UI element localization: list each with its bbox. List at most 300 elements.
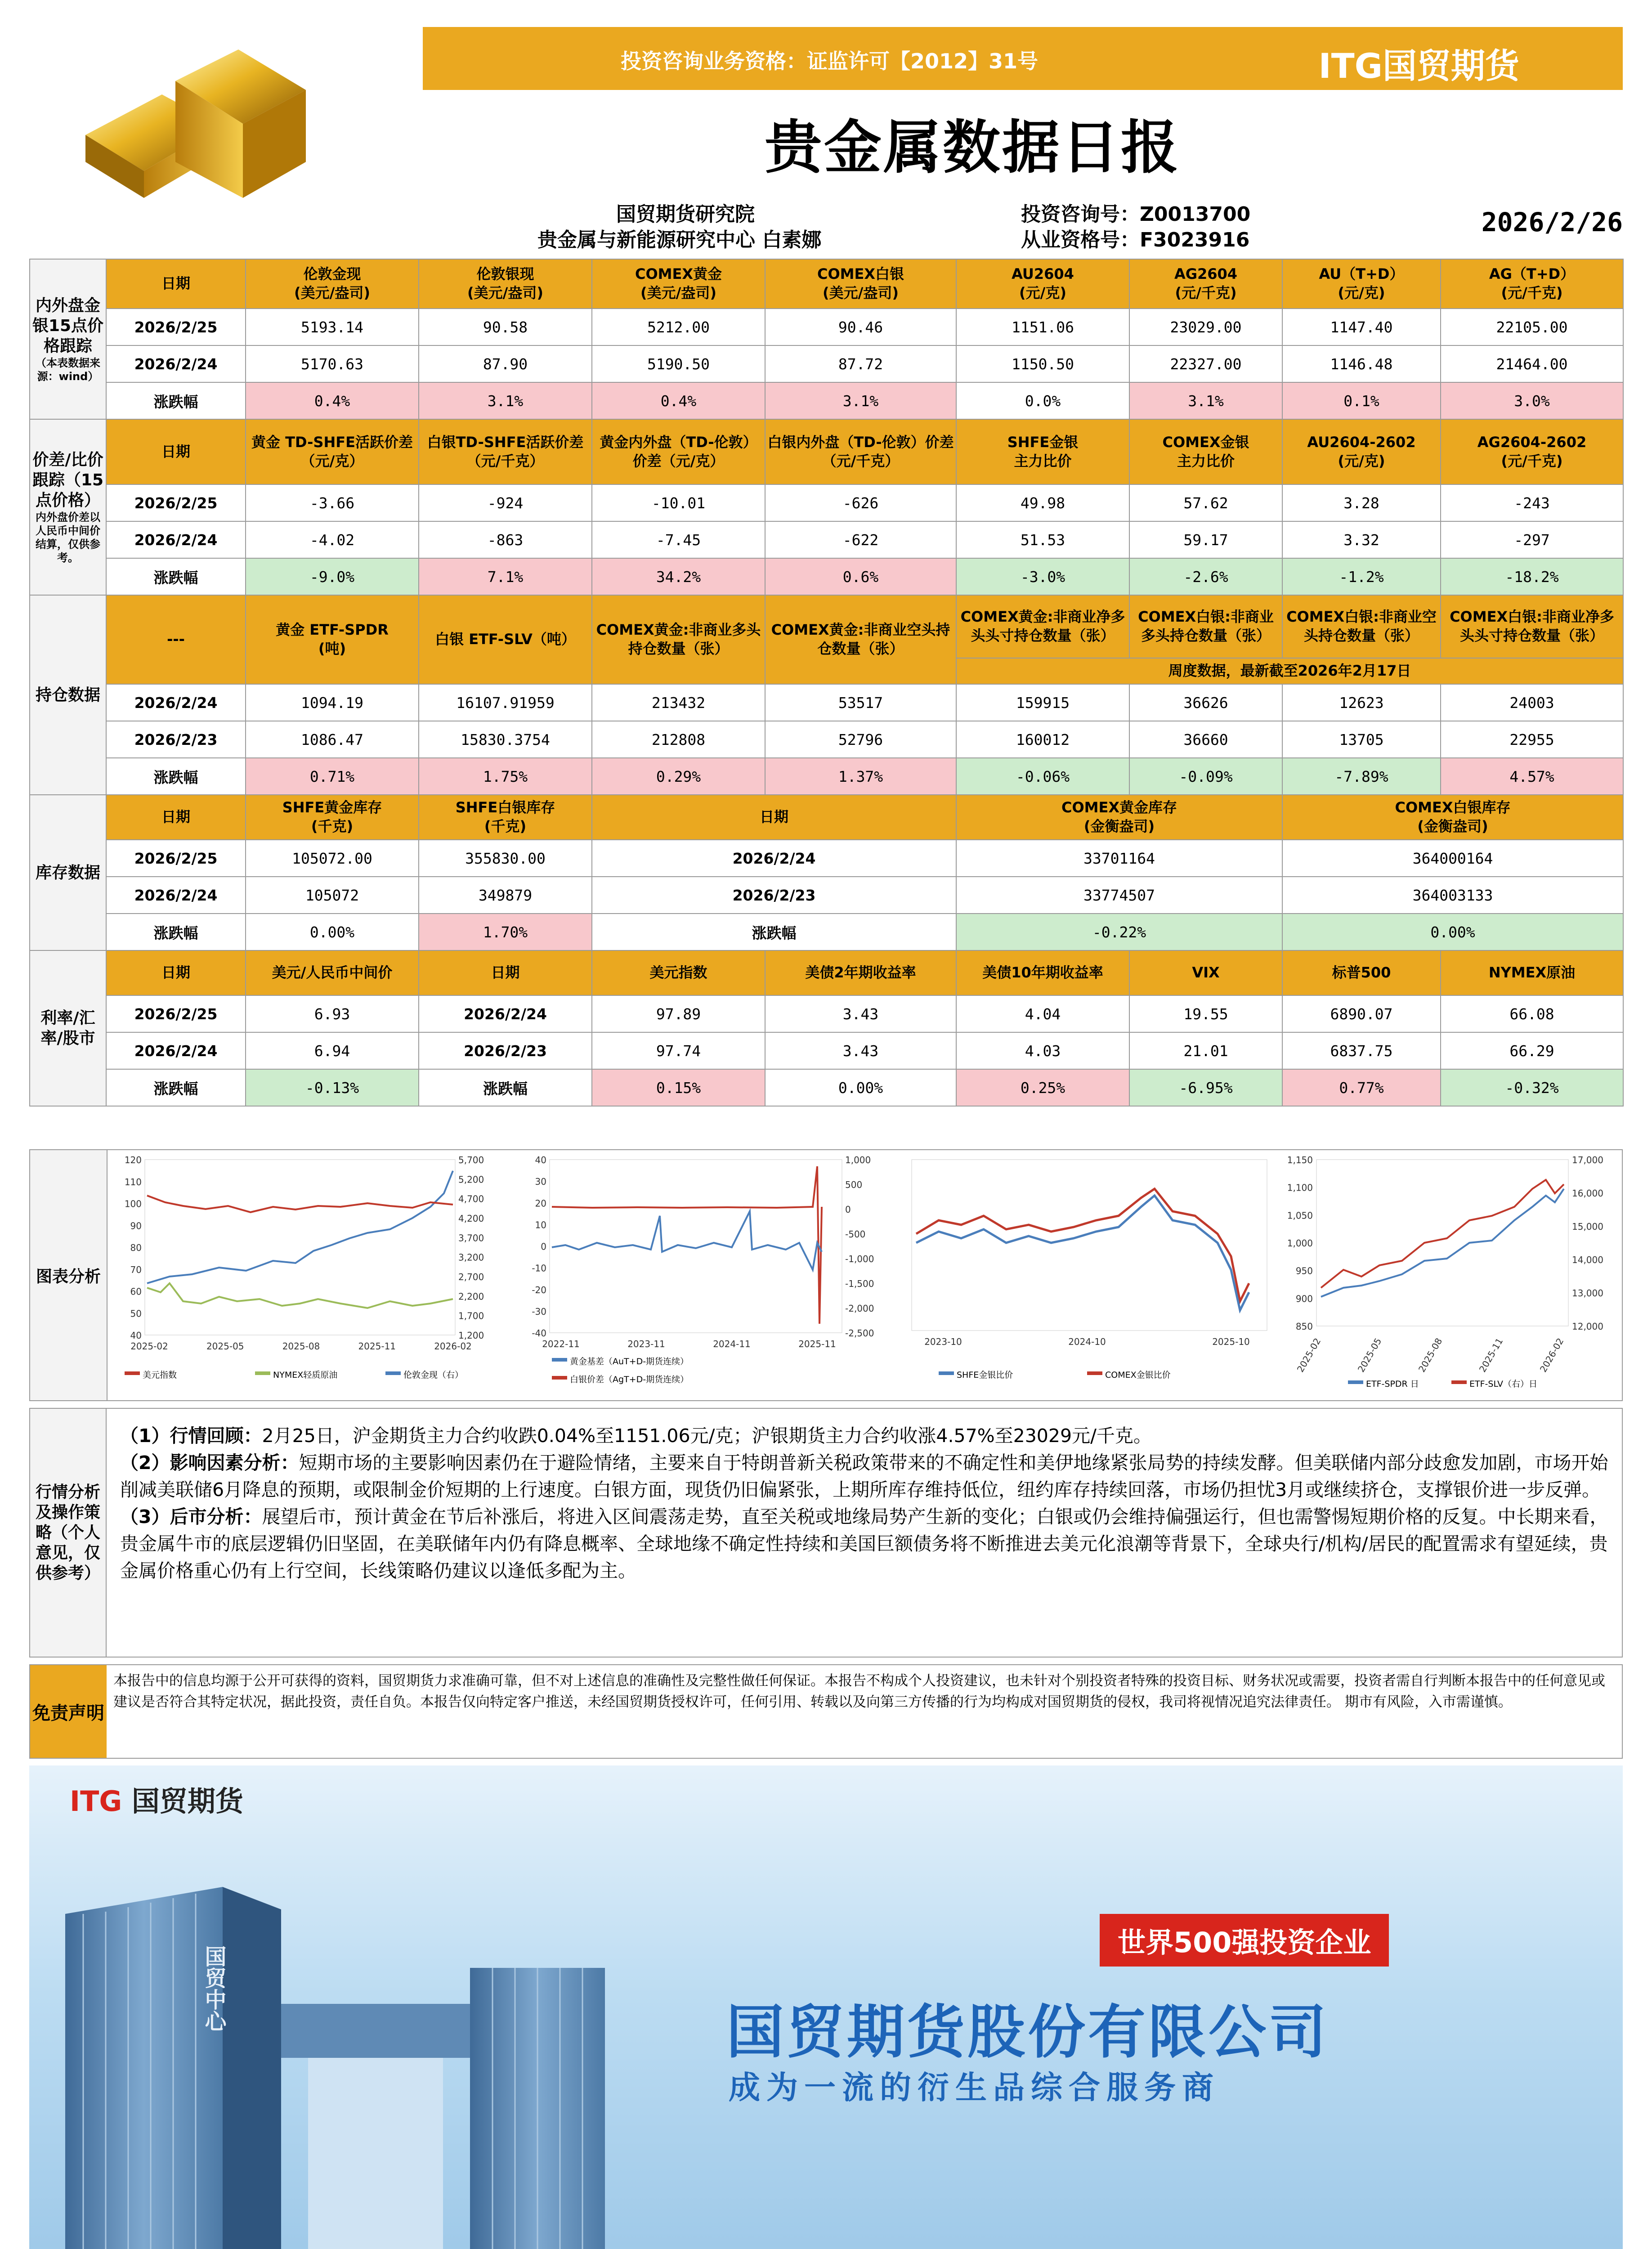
legend-swatch bbox=[552, 1358, 567, 1362]
change-cell: 0.00% bbox=[246, 914, 419, 950]
value-cell: 1094.19 bbox=[246, 684, 419, 721]
value-cell: 22105.00 bbox=[1441, 309, 1623, 345]
axis-tick-label: 2023-10 bbox=[924, 1336, 962, 1347]
column-header: 伦敦金现 (美元/盎司) bbox=[246, 259, 419, 309]
etf-slv-line bbox=[1321, 1180, 1564, 1288]
axis-tick-label: 10 bbox=[535, 1219, 546, 1231]
change-row bbox=[30, 1069, 1623, 1106]
axis-tick-label: 2024-10 bbox=[1068, 1336, 1106, 1347]
column-header: 黄金 TD-SHFE活跃价差（元/克） bbox=[246, 419, 419, 484]
value-cell: 53517 bbox=[765, 684, 956, 721]
change-cell: -2.6% bbox=[1129, 558, 1282, 595]
table-row bbox=[30, 684, 1623, 721]
table-row bbox=[30, 995, 1623, 1032]
column-header: AU2604-2602 (元/克) bbox=[1282, 419, 1441, 484]
value-cell: 90.58 bbox=[419, 309, 592, 345]
date-cell: 2026/2/23 bbox=[419, 1032, 592, 1069]
axis-tick-label: -1,500 bbox=[845, 1278, 874, 1289]
value-cell: 22955 bbox=[1441, 721, 1623, 758]
column-header: 日期 bbox=[106, 259, 246, 309]
change-cell: 3.1% bbox=[1129, 382, 1282, 419]
value-cell: 1086.47 bbox=[246, 721, 419, 758]
value-cell: 105072 bbox=[246, 877, 419, 914]
axis-tick-label: 2025-11 bbox=[1477, 1336, 1505, 1374]
column-header: 日期 bbox=[106, 950, 246, 995]
legend-swatch bbox=[552, 1376, 567, 1380]
change-cell: 3.1% bbox=[419, 382, 592, 419]
axis-tick-label: 4,200 bbox=[458, 1213, 484, 1224]
dxy-line bbox=[147, 1196, 453, 1212]
axis-tick-label: 17,000 bbox=[1572, 1155, 1603, 1165]
column-header: 美债10年期收益率 bbox=[956, 950, 1129, 995]
building-image bbox=[29, 1833, 771, 2249]
axis-tick-label: 0 bbox=[845, 1204, 851, 1215]
chart-dxy-oil-gold bbox=[116, 1153, 520, 1398]
value-cell: 3.43 bbox=[765, 995, 956, 1032]
review-heading: （1）行情回顾： bbox=[120, 1425, 262, 1447]
value-cell: -863 bbox=[419, 521, 592, 558]
section-label: 价差/比价跟踪（15点价格） 内外盘价差以人民币中间价结算，仅供参考。 bbox=[30, 419, 106, 595]
column-header: COMEX白银:非商业多头持仓数量（张） bbox=[1129, 595, 1282, 658]
brand-logo: ITG国贸期货 bbox=[1318, 46, 1519, 86]
column-header: 日期 bbox=[106, 419, 246, 484]
axis-tick-label: 2026-02 bbox=[434, 1341, 472, 1352]
weekly-note: 周度数据，最新截至2026年2月17日 bbox=[956, 658, 1623, 684]
value-cell: 5193.14 bbox=[246, 309, 419, 345]
change-cell: -0.13% bbox=[246, 1069, 419, 1106]
legend-swatch bbox=[1087, 1371, 1102, 1375]
axis-tick-label: 2025-02 bbox=[130, 1341, 168, 1352]
change-label: 涨跌幅 bbox=[106, 558, 246, 595]
comex-ratio-line bbox=[916, 1189, 1249, 1301]
value-cell: 66.08 bbox=[1441, 995, 1623, 1032]
change-label: 涨跌幅 bbox=[106, 382, 246, 419]
date-cell: 2026/2/24 bbox=[106, 345, 246, 382]
change-cell: -9.0% bbox=[246, 558, 419, 595]
change-cell: 0.4% bbox=[592, 382, 765, 419]
change-row bbox=[30, 382, 1623, 419]
section-label: 库存数据 bbox=[30, 795, 106, 950]
change-cell: -0.09% bbox=[1129, 758, 1282, 795]
axis-tick-label: 90 bbox=[130, 1220, 142, 1232]
review-text: 2月25日，沪金期货主力合约收跌0.04%至1151.06元/克；沪银期货主力合约收涨4.57%至23029元/千克。 bbox=[262, 1425, 1152, 1447]
value-cell: 57.62 bbox=[1129, 484, 1282, 521]
change-cell: 4.57% bbox=[1441, 758, 1623, 795]
axis-tick-label: 2,700 bbox=[458, 1272, 484, 1282]
license-text: 投资咨询业务资格：证监许可【2012】31号 bbox=[621, 49, 1039, 73]
legend-label: 伦敦金现（右） bbox=[403, 1370, 464, 1380]
value-cell: 1146.48 bbox=[1282, 345, 1441, 382]
table-row bbox=[30, 877, 1623, 914]
change-cell: -0.32% bbox=[1441, 1069, 1623, 1106]
legend-swatch bbox=[1348, 1380, 1363, 1384]
disclaimer-text: 本报告中的信息均源于公开可获得的资料，国贸期货力求准确可靠，但不对上述信息的准确性及完整性做任何保证。本报告不构成个人投资建议，也未针对个别投资者特殊的投资目标、财务状况或需要，投资者需自行判断本报告中的任何意见或建议是否符合其特定状况，据此投资，责任自负。本报告仅向特定客户推送，未经国贸期货授权许可，任何引用、转载以及向第三方传播的行为均构成对国贸期货的侵权，我司将视情况追究法律责任。 期市有风险，入市需谨慎。 bbox=[113, 1673, 1605, 1710]
axis-tick-label: 3,700 bbox=[458, 1232, 484, 1244]
header-bar bbox=[423, 27, 1623, 90]
change-cell: 0.15% bbox=[592, 1069, 765, 1106]
change-cell: 3.0% bbox=[1441, 382, 1623, 419]
change-cell: -1.2% bbox=[1282, 558, 1441, 595]
value-cell: 51.53 bbox=[956, 521, 1129, 558]
axis-tick-label: 60 bbox=[130, 1286, 142, 1297]
change-cell: 3.1% bbox=[765, 382, 956, 419]
date-cell: 2026/2/24 bbox=[106, 877, 246, 914]
table-row bbox=[30, 345, 1623, 382]
axis-tick-label: 850 bbox=[1295, 1321, 1313, 1332]
change-cell: 34.2% bbox=[592, 558, 765, 595]
column-header: 黄金 ETF-SPDR (吨) bbox=[246, 595, 419, 684]
column-header: SHFE白银库存 (千克) bbox=[419, 795, 592, 840]
value-cell: 364003133 bbox=[1282, 877, 1623, 914]
change-label: 涨跌幅 bbox=[106, 758, 246, 795]
axis-tick-label: 100 bbox=[124, 1198, 142, 1210]
value-cell: 5212.00 bbox=[592, 309, 765, 345]
axis-tick-label: 2025-05 bbox=[206, 1341, 244, 1352]
value-cell: 15830.3754 bbox=[419, 721, 592, 758]
date-cell: 2026/2/24 bbox=[419, 995, 592, 1032]
column-header: 日期 bbox=[419, 950, 592, 995]
value-cell: 355830.00 bbox=[419, 840, 592, 877]
data-table bbox=[29, 259, 1624, 1107]
chart-gold-silver-ratio bbox=[903, 1153, 1276, 1398]
outlook-text: 展望后市，预计黄金在节后补涨后，将进入区间震荡走势，直至关税或地缘局势产生新的变化；白银或仍会维持偏强运行，但也需警惕短期价格的反复。中长期来看，贵金属牛市的底层逻辑仍旧坚固，在美联储年内仍有降息概率、全球地缘不确定性持续和美国巨额债务将不断推进去美元化浪潮等背景下，全球央行/机构/居民的配置需求有望延续，贵金属价格重心仍有上行空间，长线策略仍建议以逢低多配为主。 bbox=[120, 1506, 1608, 1581]
date-cell: 2026/2/25 bbox=[106, 840, 246, 877]
section-label: 利率/汇率/股市 bbox=[30, 950, 106, 1106]
axis-tick-label: 110 bbox=[124, 1176, 142, 1187]
chart-basis bbox=[525, 1153, 898, 1398]
date-cell: 2026/2/23 bbox=[592, 877, 956, 914]
axis-tick-label: 12,000 bbox=[1572, 1321, 1603, 1332]
value-cell: 66.29 bbox=[1441, 1032, 1623, 1069]
axis-tick-label: 13,000 bbox=[1572, 1288, 1603, 1299]
axis-tick-label: 70 bbox=[130, 1264, 142, 1275]
table-row bbox=[30, 484, 1623, 521]
value-cell: -622 bbox=[765, 521, 956, 558]
change-cell: 0.77% bbox=[1282, 1069, 1441, 1106]
value-cell: 5170.63 bbox=[246, 345, 419, 382]
axis-tick-label: 2023-11 bbox=[627, 1339, 665, 1349]
value-cell: 4.03 bbox=[956, 1032, 1129, 1069]
change-label: 涨跌幅 bbox=[419, 1069, 592, 1106]
value-cell: 3.32 bbox=[1282, 521, 1441, 558]
value-cell: 1151.06 bbox=[956, 309, 1129, 345]
axis-tick-label: 1,050 bbox=[1287, 1210, 1313, 1221]
analysis-label: 行情分析及操作策略（个人意见，仅供参考） bbox=[30, 1409, 107, 1657]
value-cell: 4.04 bbox=[956, 995, 1129, 1032]
value-cell: -626 bbox=[765, 484, 956, 521]
axis-tick-label: 2022-11 bbox=[542, 1339, 580, 1349]
consult-number: 投资咨询号：Z0013700 bbox=[1021, 203, 1251, 226]
column-header: 黄金内外盘（TD-伦敦）价差（元/克） bbox=[592, 419, 765, 484]
column-header: COMEX黄金 (美元/盎司) bbox=[592, 259, 765, 309]
axis-tick-label: 2025-11 bbox=[358, 1341, 396, 1352]
column-header: SHFE金银 主力比价 bbox=[956, 419, 1129, 484]
column-header: COMEX白银:非商业净多头头寸持仓数量（张） bbox=[1441, 595, 1623, 658]
axis-tick-label: 20 bbox=[535, 1198, 546, 1209]
value-cell: 105072.00 bbox=[246, 840, 419, 877]
column-header: AG2604-2602 (元/千克) bbox=[1441, 419, 1623, 484]
axis-tick-label: 4,700 bbox=[458, 1193, 484, 1205]
value-cell: 3.43 bbox=[765, 1032, 956, 1069]
change-cell: -7.89% bbox=[1282, 758, 1441, 795]
axis-tick-label: -20 bbox=[532, 1284, 546, 1295]
slogan-fortune500: 世界500强投资企业 bbox=[1100, 1914, 1389, 1967]
axis-tick-label: 5,200 bbox=[458, 1174, 484, 1185]
value-cell: 23029.00 bbox=[1129, 309, 1282, 345]
column-header: --- bbox=[106, 595, 246, 684]
value-cell: -4.02 bbox=[246, 521, 419, 558]
axis-tick-label: 80 bbox=[130, 1242, 142, 1253]
axis-tick-label: 900 bbox=[1295, 1293, 1313, 1304]
axis-tick-label: 1,000 bbox=[845, 1155, 871, 1165]
column-header: 美元/人民币中间价 bbox=[246, 950, 419, 995]
column-header: 白银 ETF-SLV（吨） bbox=[419, 595, 592, 684]
axis-tick-label: 1,200 bbox=[458, 1330, 484, 1341]
chart-panel bbox=[29, 1149, 1623, 1401]
value-cell: -7.45 bbox=[592, 521, 765, 558]
legend-swatch bbox=[385, 1371, 401, 1375]
axis-tick-label: 16,000 bbox=[1572, 1188, 1603, 1199]
factors-text: 短期市场的主要影响因素仍在于避险情绪，主要来自于特朗普新关税政策带来的不确定性和美伊地缘紧张局势的持续发酵。但美联储内部分歧愈发加剧，市场开始削减美联储6月降息的预期，或限制金价短期的上行速度。白银方面，现货仍旧偏紧张，上期所库存维持低位，纽约库存持续回落，市场仍担忧3月或继续挤仓，支撑银价进一步反弹。 bbox=[120, 1452, 1608, 1501]
page-title: 贵金属数据日报 bbox=[765, 114, 1181, 181]
gold-basis-line bbox=[552, 1211, 822, 1270]
etf-spdr-line bbox=[1321, 1189, 1564, 1297]
report-date: 2026/2/26 bbox=[1481, 207, 1623, 237]
value-cell: 87.90 bbox=[419, 345, 592, 382]
change-cell: 1.37% bbox=[765, 758, 956, 795]
date-cell: 2026/2/24 bbox=[106, 521, 246, 558]
date-cell: 2026/2/25 bbox=[106, 484, 246, 521]
value-cell: 16107.91959 bbox=[419, 684, 592, 721]
market-analysis bbox=[29, 1408, 1623, 1658]
legend-label: ETF-SLV（右）日 bbox=[1469, 1379, 1537, 1389]
chart-section-label: 图表分析 bbox=[30, 1150, 107, 1400]
gold-bars-image bbox=[72, 27, 324, 225]
axis-tick-label: -30 bbox=[532, 1306, 546, 1317]
company-name: 国贸期货股份有限公司 bbox=[726, 1999, 1330, 2066]
research-center: 贵金属与新能源研究中心 白素娜 bbox=[537, 228, 822, 251]
section-label: 内外盘金银15点价格跟踪 （本表数据来源：wind） bbox=[30, 259, 106, 419]
column-header: VIX bbox=[1129, 950, 1282, 995]
qualification-number: 从业资格号：F3023916 bbox=[1021, 228, 1250, 251]
change-cell: 1.70% bbox=[419, 914, 592, 950]
column-header: AU2604 (元/克) bbox=[956, 259, 1129, 309]
table-row bbox=[30, 840, 1623, 877]
column-header: COMEX黄金:非商业净多头头寸持仓数量（张） bbox=[956, 595, 1129, 658]
change-row bbox=[30, 758, 1623, 795]
column-header: 日期 bbox=[592, 795, 956, 840]
legend-label: COMEX金银比价 bbox=[1105, 1370, 1171, 1380]
company-banner bbox=[29, 1765, 1623, 2249]
value-cell: 21464.00 bbox=[1441, 345, 1623, 382]
value-cell: 33774507 bbox=[956, 877, 1282, 914]
change-cell: 0.00% bbox=[1282, 914, 1623, 950]
disclaimer bbox=[29, 1664, 1623, 1759]
column-header: COMEX白银:非商业空头持仓数量（张） bbox=[1282, 595, 1441, 658]
value-cell: 6.93 bbox=[246, 995, 419, 1032]
value-cell: 90.46 bbox=[765, 309, 956, 345]
legend-swatch bbox=[1451, 1380, 1467, 1384]
value-cell: -297 bbox=[1441, 521, 1623, 558]
banner-logo: ITG 国贸期货 bbox=[70, 1785, 243, 1818]
change-cell: 0.4% bbox=[246, 382, 419, 419]
axis-tick-label: 2026-02 bbox=[1537, 1336, 1566, 1374]
value-cell: 59.17 bbox=[1129, 521, 1282, 558]
value-cell: 160012 bbox=[956, 721, 1129, 758]
legend-swatch bbox=[939, 1371, 954, 1375]
value-cell: -924 bbox=[419, 484, 592, 521]
value-cell: -243 bbox=[1441, 484, 1623, 521]
column-header: COMEX黄金库存 (金衡盎司) bbox=[956, 795, 1282, 840]
value-cell: 22327.00 bbox=[1129, 345, 1282, 382]
column-header: 伦敦银现 (美元/盎司) bbox=[419, 259, 592, 309]
axis-tick-label: 3,200 bbox=[458, 1252, 484, 1263]
value-cell: 5190.50 bbox=[592, 345, 765, 382]
axis-tick-label: 2025-08 bbox=[282, 1341, 320, 1352]
column-header: AG2604 (元/千克) bbox=[1129, 259, 1282, 309]
value-cell: 24003 bbox=[1441, 684, 1623, 721]
axis-tick-label: 40 bbox=[130, 1330, 142, 1341]
legend-label: 美元指数 bbox=[143, 1370, 177, 1380]
value-cell: 33701164 bbox=[956, 840, 1282, 877]
value-cell: 3.28 bbox=[1282, 484, 1441, 521]
column-header: SHFE黄金库存 (千克) bbox=[246, 795, 419, 840]
axis-tick-label: 2025-02 bbox=[1294, 1336, 1323, 1374]
value-cell: 213432 bbox=[592, 684, 765, 721]
header-row bbox=[30, 795, 1623, 840]
value-cell: 12623 bbox=[1282, 684, 1441, 721]
value-cell: 97.89 bbox=[592, 995, 765, 1032]
change-row bbox=[30, 914, 1623, 950]
axis-tick-label: 0 bbox=[541, 1241, 546, 1252]
column-header: COMEX黄金:非商业多头持仓数量（张） bbox=[592, 595, 765, 684]
axis-tick-label: -10 bbox=[532, 1263, 546, 1274]
header-row bbox=[30, 259, 1623, 309]
column-header: 标普500 bbox=[1282, 950, 1441, 995]
axis-tick-label: 50 bbox=[130, 1308, 142, 1319]
value-cell: 364000164 bbox=[1282, 840, 1623, 877]
table-row bbox=[30, 521, 1623, 558]
shfe-ratio-line bbox=[916, 1196, 1249, 1310]
column-header: COMEX白银 (美元/盎司) bbox=[765, 259, 956, 309]
date-cell: 2026/2/24 bbox=[106, 684, 246, 721]
axis-tick-label: 40 bbox=[535, 1155, 546, 1165]
axis-tick-label: 120 bbox=[124, 1155, 142, 1165]
change-cell: 1.75% bbox=[419, 758, 592, 795]
change-cell: 0.29% bbox=[592, 758, 765, 795]
table-row bbox=[30, 721, 1623, 758]
value-cell: 6.94 bbox=[246, 1032, 419, 1069]
column-header: COMEX黄金:非商业空头持仓数量（张） bbox=[765, 595, 956, 684]
change-cell: 0.0% bbox=[956, 382, 1129, 419]
gold-spot-line bbox=[147, 1171, 453, 1283]
column-header: 白银内外盘（TD-伦敦）价差（元/千克） bbox=[765, 419, 956, 484]
axis-tick-label: 1,150 bbox=[1287, 1155, 1313, 1165]
oil-line bbox=[147, 1283, 453, 1308]
axis-tick-label: 500 bbox=[845, 1179, 863, 1190]
legend-swatch bbox=[125, 1371, 140, 1375]
axis-tick-label: 2,200 bbox=[458, 1291, 484, 1302]
outlook-heading: （3）后市分析： bbox=[120, 1506, 262, 1528]
value-cell: 1150.50 bbox=[956, 345, 1129, 382]
disclaimer-label: 免责声明 bbox=[30, 1665, 107, 1758]
table-row bbox=[30, 309, 1623, 345]
value-cell: 21.01 bbox=[1129, 1032, 1282, 1069]
column-header: COMEX白银库存 (金衡盎司) bbox=[1282, 795, 1623, 840]
axis-tick-label: 5,700 bbox=[458, 1155, 484, 1165]
change-label: 涨跌幅 bbox=[592, 914, 956, 950]
date-cell: 2026/2/24 bbox=[106, 1032, 246, 1069]
axis-tick-label: 15,000 bbox=[1572, 1221, 1603, 1232]
value-cell: 36660 bbox=[1129, 721, 1282, 758]
axis-tick-label: 2025-11 bbox=[798, 1339, 836, 1349]
date-cell: 2026/2/23 bbox=[106, 721, 246, 758]
axis-tick-label: 2025-05 bbox=[1355, 1336, 1384, 1374]
value-cell: 19.55 bbox=[1129, 995, 1282, 1032]
section-label: 持仓数据 bbox=[30, 595, 106, 795]
value-cell: 49.98 bbox=[956, 484, 1129, 521]
change-row bbox=[30, 558, 1623, 595]
value-cell: 349879 bbox=[419, 877, 592, 914]
change-cell: 0.71% bbox=[246, 758, 419, 795]
value-cell: 212808 bbox=[592, 721, 765, 758]
change-cell: 0.00% bbox=[765, 1069, 956, 1106]
change-cell: -6.95% bbox=[1129, 1069, 1282, 1106]
header-row bbox=[30, 419, 1623, 484]
company-slogan: 成为一流的衍生品综合服务商 bbox=[729, 2069, 1220, 2106]
axis-tick-label: -40 bbox=[532, 1328, 546, 1339]
date-cell: 2026/2/25 bbox=[106, 995, 246, 1032]
axis-tick-label: 2025-10 bbox=[1212, 1336, 1250, 1347]
legend-label: 黄金基差（AuT+D-期货连续） bbox=[570, 1357, 689, 1366]
column-header: AG（T+D） (元/千克) bbox=[1441, 259, 1623, 309]
change-cell: -0.06% bbox=[956, 758, 1129, 795]
legend-label: 白银价差（AgT+D-期货连续） bbox=[570, 1375, 689, 1384]
column-header: COMEX金银 主力比价 bbox=[1129, 419, 1282, 484]
value-cell: 36626 bbox=[1129, 684, 1282, 721]
axis-tick-label: -2,500 bbox=[845, 1328, 874, 1339]
axis-tick-label: 950 bbox=[1295, 1265, 1313, 1277]
header-row bbox=[30, 950, 1623, 995]
axis-tick-label: 2024-11 bbox=[713, 1339, 751, 1349]
table-row bbox=[30, 1032, 1623, 1069]
legend-label: NYMEX轻质原油 bbox=[273, 1370, 338, 1380]
value-cell: 87.72 bbox=[765, 345, 956, 382]
date-cell: 2026/2/25 bbox=[106, 309, 246, 345]
axis-tick-label: 14,000 bbox=[1572, 1254, 1603, 1265]
value-cell: 6890.07 bbox=[1282, 995, 1441, 1032]
change-label: 涨跌幅 bbox=[106, 1069, 246, 1106]
change-cell: 7.1% bbox=[419, 558, 592, 595]
column-header: 美元指数 bbox=[592, 950, 765, 995]
value-cell: 13705 bbox=[1282, 721, 1441, 758]
value-cell: 6837.75 bbox=[1282, 1032, 1441, 1069]
factors-heading: （2）影响因素分析： bbox=[120, 1452, 299, 1474]
header-row bbox=[30, 595, 1623, 658]
axis-tick-label: 1,700 bbox=[458, 1310, 484, 1322]
axis-tick-label: 1,000 bbox=[1287, 1238, 1313, 1249]
change-cell: -0.22% bbox=[956, 914, 1282, 950]
axis-tick-label: -2,000 bbox=[845, 1303, 874, 1314]
change-label: 涨跌幅 bbox=[106, 914, 246, 950]
value-cell: 1147.40 bbox=[1282, 309, 1441, 345]
institute: 国贸期货研究院 bbox=[616, 203, 755, 226]
change-cell: 0.25% bbox=[956, 1069, 1129, 1106]
column-header: NYMEX原油 bbox=[1441, 950, 1623, 995]
legend-label: SHFE金银比价 bbox=[957, 1370, 1013, 1380]
axis-tick-label: 30 bbox=[535, 1176, 546, 1187]
legend-swatch bbox=[255, 1371, 270, 1375]
